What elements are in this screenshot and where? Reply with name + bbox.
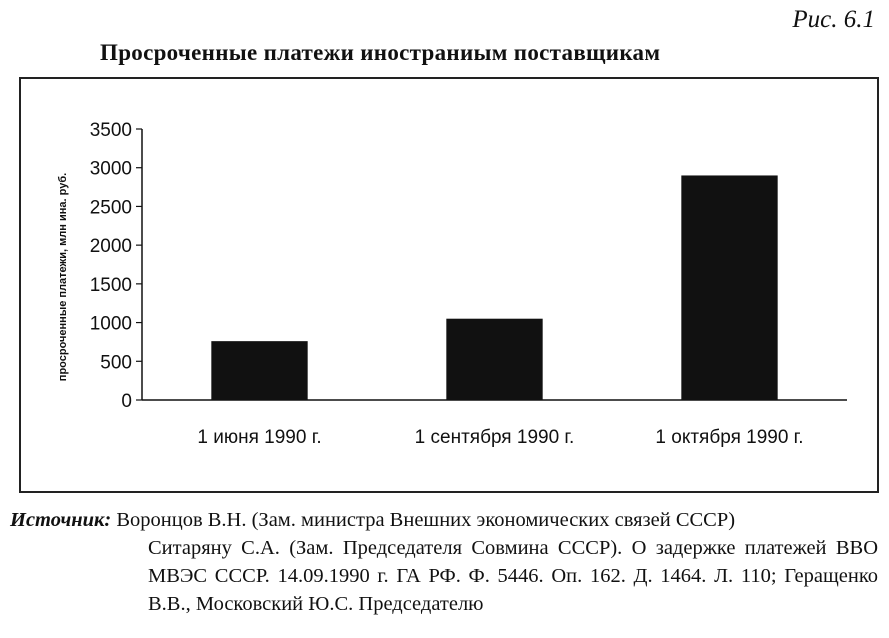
y-tick-label: 3000 [89,158,132,180]
y-tick-label: 0 [121,391,132,412]
source-line-1 [10,506,878,534]
y-tick-label: 2000 [89,236,132,258]
x-tick-label: 1 сентября 1990 г. [414,427,575,448]
x-tick-labels [197,427,803,448]
y-tick-label: 1000 [89,313,132,335]
chart-title: Просроченные платежи иностраниым поставщикам [100,40,661,65]
chart-frame [19,77,879,493]
source-citation [10,506,878,618]
bar [681,175,777,400]
bar [446,319,542,400]
y-ticks [90,120,142,412]
x-tick-label: 1 октября 1990 г. [655,427,804,448]
bar [211,341,307,400]
y-axis-label: просроченные платежи, млн ина. руб. [57,172,69,382]
bar-chart [21,79,877,491]
y-tick-label: 3500 [89,120,132,141]
source-label: Источник: [10,509,112,531]
x-tick-label: 1 июня 1990 г. [197,427,322,448]
bars [211,175,777,400]
figure-label: Рис. 6.1 [792,6,875,33]
source-text-rest: Ситаряну С.А. (Зам. Председателя Совмина СССР). О задержке платежей ВВО МВЭС СССР. 14.09.1990 г. ГА РФ. Ф. 5446. Оп. 162. Д. 1464. Л. 110; Геращенко В.В., Московский Ю.С. Председателю [148,537,878,615]
y-tick-label: 2500 [89,197,132,219]
y-tick-label: 1500 [89,274,132,296]
y-axis-label-group [57,173,69,381]
y-tick-label: 500 [100,352,132,374]
source-text-line-1: Воронцов В.Н. (Зам. министра Внешних экономических связей СССР) [116,509,736,531]
